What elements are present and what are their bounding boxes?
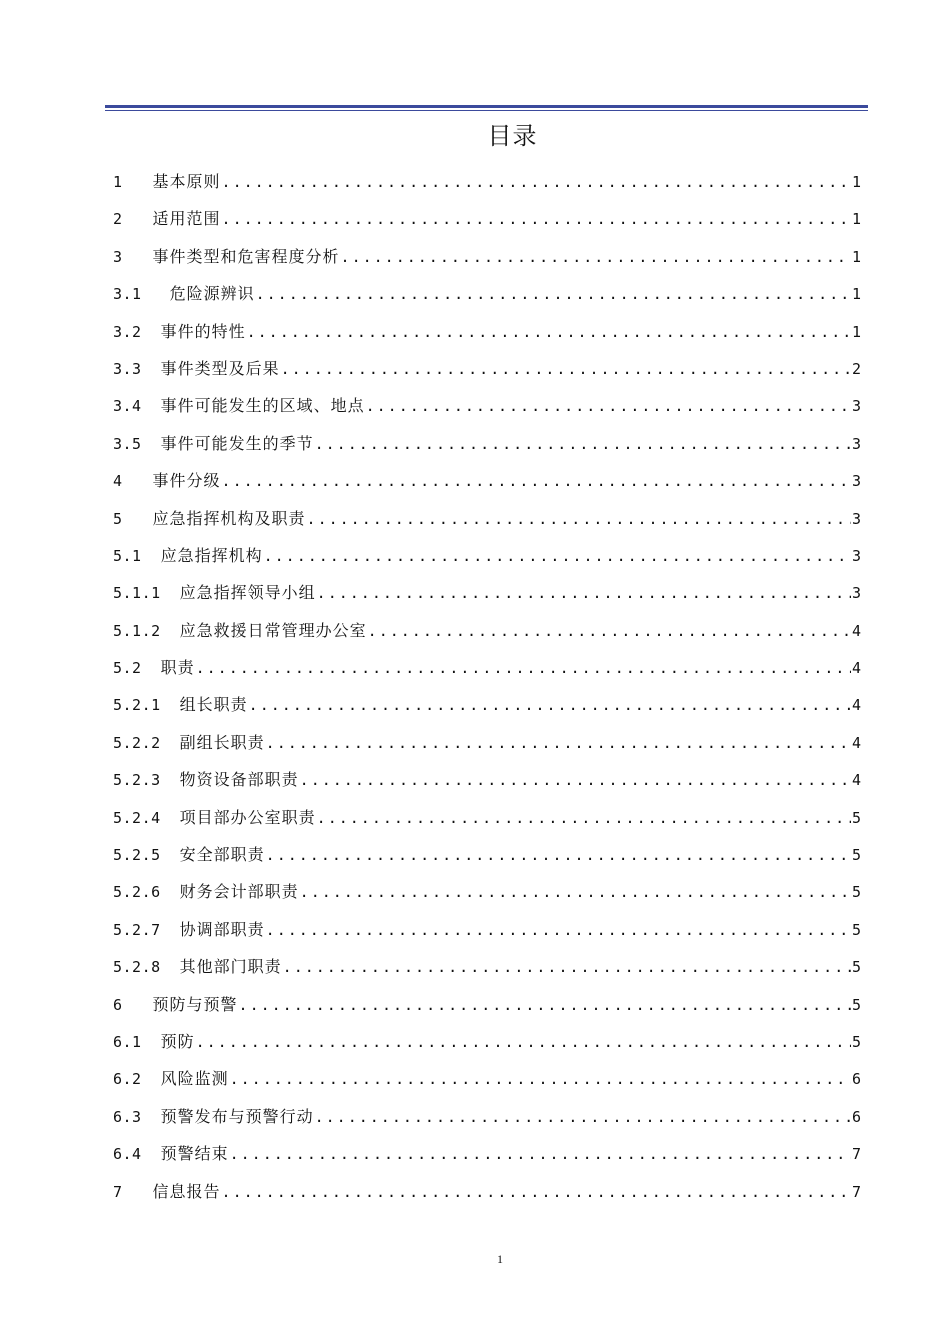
toc-entry-number: 6.2 — [113, 1070, 142, 1089]
toc-entry-page: 3 — [851, 546, 861, 565]
toc-entry[interactable] — [113, 986, 861, 1023]
toc-entry[interactable] — [113, 836, 861, 873]
toc-entry[interactable] — [113, 1060, 861, 1097]
page-number: 1 — [497, 1252, 503, 1266]
toc-dot-leader — [196, 1024, 851, 1060]
toc-dot-leader — [368, 613, 851, 649]
toc-entry-number: 2 — [113, 210, 123, 229]
toc-entry-page: 3 — [851, 584, 861, 603]
toc-entry[interactable] — [113, 200, 861, 237]
toc-entry-title: 事件可能发生的季节 — [160, 433, 314, 453]
toc-entry-number: 3.5 — [113, 434, 142, 453]
toc-entry-number: 3.4 — [113, 397, 142, 416]
toc-entry[interactable] — [113, 761, 861, 798]
toc-entry-page: 3 — [851, 472, 861, 491]
toc-entry-title: 信息报告 — [152, 1181, 221, 1201]
toc-entry-title: 预警结束 — [160, 1144, 229, 1164]
toc-entry-title: 财务会计部职责 — [179, 882, 299, 902]
toc-entry-title: 项目部办公室职责 — [179, 807, 316, 827]
toc-dot-leader — [317, 800, 851, 836]
toc-entry-title: 安全部职责 — [179, 845, 265, 865]
toc-entry-page: 1 — [851, 210, 861, 229]
toc-entry-number: 6.3 — [113, 1107, 142, 1126]
toc-dot-leader — [315, 1099, 851, 1135]
toc-entry-page: 7 — [851, 1145, 861, 1164]
toc-entry-title: 职责 — [160, 658, 195, 678]
toc-entry-number: 1 — [113, 173, 123, 191]
toc-entry[interactable] — [113, 425, 861, 462]
toc-entry-number: 5.2.5 — [113, 846, 161, 865]
toc-entry-number: 6.1 — [113, 1032, 142, 1051]
toc-entry-title: 风险监测 — [160, 1069, 229, 1089]
toc-entry-title: 预防 — [160, 1031, 195, 1051]
toc-entry-page: 4 — [851, 771, 861, 790]
toc-entry[interactable] — [113, 1173, 861, 1210]
toc-entry-number: 3.2 — [113, 322, 142, 341]
toc-entry-title: 事件类型和危害程度分析 — [152, 246, 340, 266]
toc-entry-page: 5 — [851, 846, 861, 865]
toc-entry-number: 5.2.2 — [113, 733, 161, 752]
toc-entry-page: 4 — [851, 621, 861, 640]
toc-dot-leader — [366, 388, 851, 424]
toc-entry-page: 3 — [851, 434, 861, 453]
toc-dot-leader — [247, 314, 851, 350]
toc-dot-leader — [222, 164, 851, 200]
toc-dot-leader — [196, 650, 851, 686]
toc-entry-page: 3 — [851, 509, 861, 528]
toc-dot-leader — [249, 687, 851, 723]
toc-entry-number: 6.4 — [113, 1145, 142, 1164]
toc-entry[interactable] — [113, 612, 861, 649]
toc-dot-leader — [307, 501, 851, 537]
toc-entry-page: 6 — [851, 1107, 861, 1126]
toc-entry-number: 5.1 — [113, 546, 142, 565]
header-rule-thick — [105, 105, 868, 108]
table-of-contents — [113, 163, 861, 1210]
toc-entry-number: 5.1.1 — [113, 584, 161, 603]
toc-entry-number: 5.1.2 — [113, 621, 161, 640]
toc-dot-leader — [266, 725, 851, 761]
toc-entry-number: 5.2.7 — [113, 920, 161, 939]
toc-entry[interactable] — [113, 1098, 861, 1135]
toc-entry-number: 5.2.4 — [113, 808, 161, 827]
toc-entry[interactable] — [113, 649, 861, 686]
toc-dot-leader — [222, 1174, 851, 1210]
toc-entry-number: 3.3 — [113, 359, 142, 378]
toc-dot-leader — [317, 575, 851, 611]
toc-entry-page: 1 — [851, 173, 861, 191]
toc-entry-page: 4 — [851, 696, 861, 715]
toc-entry-page: 7 — [851, 1182, 861, 1201]
toc-dot-leader — [230, 1136, 851, 1172]
toc-entry-page: 1 — [851, 322, 861, 341]
toc-entry[interactable] — [113, 911, 861, 948]
toc-entry-title: 组长职责 — [179, 695, 248, 715]
toc-entry-title: 副组长职责 — [179, 732, 265, 752]
toc-dot-leader — [281, 351, 851, 387]
toc-dot-leader — [266, 912, 851, 948]
toc-entry-page: 4 — [851, 733, 861, 752]
toc-entry-page: 6 — [851, 1070, 861, 1089]
toc-entry-page: 5 — [851, 958, 861, 977]
toc-entry[interactable] — [113, 873, 861, 910]
toc-entry[interactable] — [113, 799, 861, 836]
toc-entry-title: 事件的特性 — [160, 321, 246, 341]
toc-entry-number: 5.2 — [113, 659, 142, 678]
toc-entry[interactable] — [113, 462, 861, 499]
toc-entry-number: 3.1 — [113, 285, 142, 304]
toc-entry-page: 2 — [851, 359, 861, 378]
toc-entry-page: 5 — [851, 808, 861, 827]
toc-entry-page: 5 — [851, 995, 861, 1014]
toc-entry-title: 其他部门职责 — [179, 957, 282, 977]
toc-entry[interactable] — [113, 350, 861, 387]
toc-dot-leader — [222, 201, 851, 237]
toc-entry-number: 5.2.8 — [113, 958, 161, 977]
toc-entry-number: 4 — [113, 472, 123, 491]
toc-entry-page: 3 — [851, 397, 861, 416]
toc-entry-page: 1 — [851, 247, 861, 266]
toc-entry[interactable] — [113, 574, 861, 611]
toc-entry-page: 5 — [851, 883, 861, 902]
toc-entry-number: 5 — [113, 509, 123, 528]
toc-dot-leader — [222, 463, 851, 499]
toc-entry-page: 4 — [851, 659, 861, 678]
toc-entry-title: 应急指挥机构及职责 — [152, 508, 306, 528]
toc-entry[interactable] — [113, 1023, 861, 1060]
toc-entry-page: 5 — [851, 1032, 861, 1051]
toc-entry-page: 5 — [851, 920, 861, 939]
toc-dot-leader — [315, 426, 851, 462]
header-rule-thin — [105, 110, 868, 111]
toc-entry-title: 预警发布与预警行动 — [160, 1106, 314, 1126]
toc-dot-leader — [230, 1061, 851, 1097]
toc-entry[interactable] — [113, 500, 861, 537]
toc-entry-title: 危险源辨识 — [169, 284, 255, 304]
toc-entry-number: 6 — [113, 995, 123, 1014]
toc-entry[interactable] — [113, 163, 861, 200]
toc-dot-leader — [239, 987, 851, 1023]
toc-entry-title: 基本原则 — [152, 172, 221, 191]
toc-dot-leader — [266, 837, 851, 873]
toc-entry-number: 7 — [113, 1182, 123, 1201]
toc-dot-leader — [256, 276, 851, 312]
toc-entry[interactable] — [113, 948, 861, 985]
toc-entry-number: 5.2.1 — [113, 696, 161, 715]
toc-entry[interactable] — [113, 1135, 861, 1172]
toc-entry-title: 协调部职责 — [179, 919, 265, 939]
toc-entry[interactable] — [113, 313, 861, 350]
toc-entry-title: 事件可能发生的区域、地点 — [160, 396, 365, 416]
toc-entry[interactable] — [113, 537, 861, 574]
toc-entry[interactable] — [113, 724, 861, 761]
toc-entry-number: 5.2.6 — [113, 883, 161, 902]
toc-entry-number: 3 — [113, 247, 123, 266]
toc-entry-title: 事件分级 — [152, 471, 221, 491]
toc-dot-leader — [283, 949, 851, 985]
toc-entry-number: 5.2.3 — [113, 771, 161, 790]
toc-dot-leader — [341, 239, 851, 275]
toc-entry-title: 事件类型及后果 — [160, 358, 280, 378]
toc-entry[interactable] — [113, 387, 861, 424]
toc-entry-page: 1 — [851, 285, 861, 304]
toc-entry[interactable] — [113, 238, 861, 275]
toc-dot-leader — [300, 874, 851, 910]
toc-dot-leader — [300, 762, 851, 798]
toc-title: 目录 — [487, 122, 538, 150]
toc-entry-title: 应急救援日常管理办公室 — [179, 620, 367, 640]
toc-entry[interactable] — [113, 275, 861, 312]
toc-dot-leader — [264, 538, 851, 574]
toc-entry-title: 适用范围 — [152, 209, 221, 229]
toc-entry-title: 应急指挥领导小组 — [179, 583, 316, 603]
toc-entry[interactable] — [113, 686, 861, 723]
toc-entry-title: 物资设备部职责 — [179, 770, 299, 790]
toc-entry-title: 应急指挥机构 — [160, 545, 263, 565]
toc-entry-title: 预防与预警 — [152, 994, 238, 1014]
